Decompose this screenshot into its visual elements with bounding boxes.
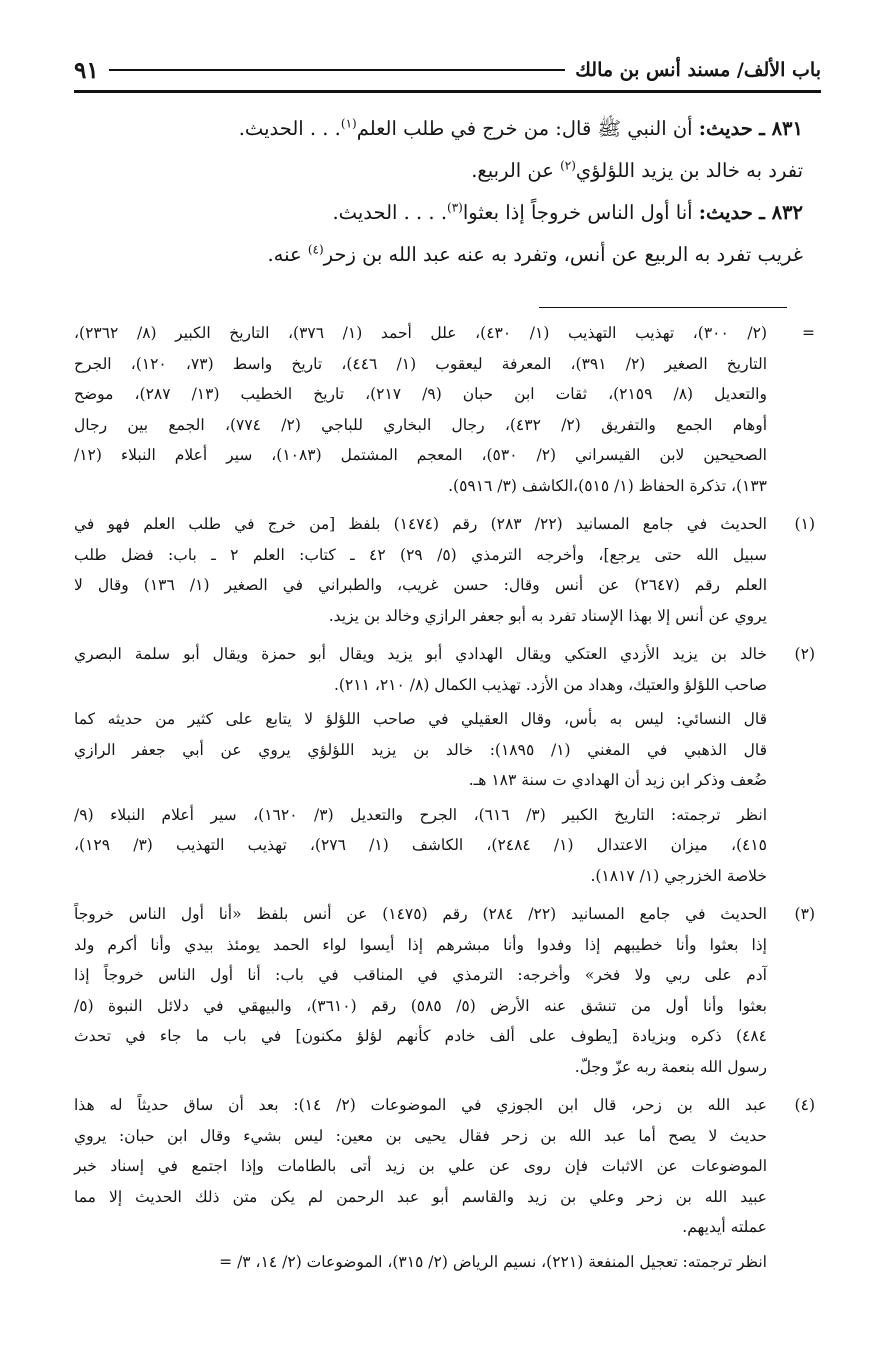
footnote-line: الحديث في جامع المسانيد (٢٢/ ٢٨٤) رقم (١٤٧٥) عن أنس بلفظ «أنا أول الناس خروجاً xyxy=(74,905,767,923)
footnote-line: عبد الله بن زحر، قال ابن الجوزي في الموضوعات (٢/ ١٤): بعد أن ساق حديثاً له هذا xyxy=(74,1096,768,1114)
main-text-segment: . . . . الحديث. xyxy=(332,201,448,224)
footnote-line: (٢/ ٣٠٠)، تهذيب التهذيب (١/ ٤٣٠)، علل أحمد (١/ ٣٧٦)، التاريخ الكبير (٨/ ٢٣٦٢)، xyxy=(74,324,768,342)
footnote-reference: (٢) xyxy=(560,158,576,173)
main-text-segment: أن النبي ﷺ قال: من خرج في طلب العلم xyxy=(356,117,699,140)
footnote-reference: (٤) xyxy=(307,242,324,257)
footnote-line: ١٣٣)، تذكرة الحفاظ (١/ ٥١٥)،الكاشف (٣/ ٥٩١٦). xyxy=(448,476,767,495)
page-number: ٩١ xyxy=(74,56,99,84)
footnote-line: صاحب اللؤلؤ والعتيك، وهداد من الأزد. تهذيب الكمال (٨/ ٢١٠، ٢١١). xyxy=(333,675,767,694)
footnote-line: أوهام الجمع والتفريق (٢/ ٤٣٢)، رجال البخاري للباجي (٢/ ٧٧٤)، الجمع بين رجال xyxy=(74,415,768,434)
footnote-line: قال الذهبي في المغني (١/ ١٨٩٥): خالد بن يزيد اللؤلؤي يروي عن أبي جعفر الرازي xyxy=(74,740,767,759)
footnote-paragraph xyxy=(74,509,767,631)
hadith-number: ٨٣١ ـ xyxy=(759,117,803,140)
footnote-paragraph xyxy=(74,704,767,796)
hadith-label: حديث: xyxy=(698,117,753,140)
running-title: باب الألف/ مسند أنس بن مالك xyxy=(575,59,821,81)
footnote-line: خلاصة الخزرجي (١/ ١٨١٧). xyxy=(590,866,767,885)
footnote-line: حديث لا يصح أما عبد الله بن زحر فقال يحيى بن معين: ليس بشيء وقال ابن حبان: يروي xyxy=(74,1126,767,1145)
footnote-paragraph xyxy=(74,899,767,1082)
footnote-line: خالد بن يزيد الأزدي العتكي ويقال الهدادي أبو يزيد ويقال أبو حمزة ويقال أبو سلمة البصري xyxy=(74,645,767,663)
footnote-paragraph xyxy=(74,639,767,700)
footnote-line: والتعديل (٨/ ٢١٥٩)، ثقات ابن حبان (٩/ ٢١٧)، تاريخ الخطيب (١٣/ ٢٨٧)، موضح xyxy=(74,385,767,403)
footnote-paragraph xyxy=(74,800,767,892)
footnote-marker: (٤) xyxy=(794,1096,815,1114)
footnote-divider xyxy=(539,307,787,308)
footnote-line: سبيل الله حتى يرجع]، وأخرجه الترمذي (٥/ ٢٩) ٤٢ ـ كتاب: العلم ٢ ـ باب: فضل طلب xyxy=(74,545,768,564)
running-header xyxy=(74,50,821,93)
footnote-line: آدم على ربي ولا فخر» وأخرجه: الترمذي في المناقب في باب: أنا أول الناس خروجاً إذا xyxy=(74,966,767,984)
footnote-paragraph xyxy=(74,318,767,501)
footnote-line: التاريخ الصغير (٢/ ٣٩١)، المعرفة ليعقوب (١/ ٤٤٦)، تاريخ واسط (٧٣، ١٢٠)، الجرح xyxy=(74,354,767,373)
main-text-segment: عن الربيع. xyxy=(471,159,561,182)
footnote-line: ٤٨٤) ذكره وبزيادة [يطوف على ألف خادم كأنهم لؤلؤ مكنون] في باب ما جاء في تحدث xyxy=(74,1027,767,1045)
footnote-paragraph xyxy=(74,1247,767,1278)
footnote-gap xyxy=(74,1082,815,1090)
footnotes xyxy=(74,318,815,1277)
footnote-marker: = xyxy=(802,324,815,342)
footnote-line: رسول الله بنعمة ربه عزّ وجلّ. xyxy=(574,1057,767,1076)
main-text-segment: . . . الحديث. xyxy=(238,117,341,140)
main-text-segment: عنه. xyxy=(267,243,308,266)
footnote-marker: (٣) xyxy=(794,905,815,923)
footnote xyxy=(74,639,815,891)
footnote-marker: (٢) xyxy=(794,645,815,663)
footnote-line: ٤١٥)، ميزان الاعتدال (١/ ٢٤٨٤)، الكاشف (١/ ٢٧٦)، تهذيب التهذيب (٣/ ١٢٩)، xyxy=(74,836,768,854)
footnote-line: إذا بعثوا وأنا خطيبهم إذا وفدوا وأنا مبشرهم إذا أيسوا لواء الحمد يومئذ بيدي وأنا أكرم ولد xyxy=(74,935,767,954)
hadith-number: ٨٣٢ ـ xyxy=(759,201,803,224)
footnote-paragraph xyxy=(74,1090,767,1243)
footnote xyxy=(74,318,815,501)
footnote-line: انظر ترجمته: التاريخ الكبير (٣/ ٦١٦)، الجرح والتعديل (٣/ ١٦٢٠)، سير أعلام النبلاء (٩/ xyxy=(74,805,768,824)
main-line xyxy=(86,192,803,234)
header-rule xyxy=(109,69,566,71)
footnote-gap xyxy=(74,891,815,899)
footnote-line: انظر ترجمته: تعجيل المنفعة (٢٢١)، نسيم الرياض (٢/ ٣١٥)، الموضوعات (٢/ ١٤، ٣/ = xyxy=(219,1252,767,1271)
footnote-gap xyxy=(74,501,815,509)
footnote-line: الحديث في جامع المسانيد (٢٢/ ٢٨٣) رقم (١٤٧٤) بلفظ [من خرج في طلب العلم فهو في xyxy=(74,515,767,533)
footnote-line: يروي عن أنس إلا بهذا الإسناد تفرد به أبو جعفر الرازي وخالد بن يزيد. xyxy=(328,606,767,625)
main-line xyxy=(86,234,803,276)
footnote-line: ضُعف وذكر ابن زيد أن الهدادي ت سنة ١٨٣ هـ. xyxy=(468,771,767,789)
footnote-gap xyxy=(74,631,815,639)
footnote-line: عبيد الله بن زحر وعلي بن زيد والقاسم أبو عبد الرحمن لم يكن متن ذلك الحديث إلا مما xyxy=(74,1187,767,1206)
footnote-reference: (٣) xyxy=(447,200,463,215)
main-line xyxy=(86,150,803,192)
hadith-label: حديث: xyxy=(698,201,753,224)
main-text-segment: غريب تفرد به الربيع عن أنس، وتفرد به عنه عبد الله بن زحر xyxy=(323,243,803,266)
footnote xyxy=(74,1090,815,1277)
main-text-segment: أنا أول الناس خروجاً إذا بعثوا xyxy=(462,201,699,224)
footnote xyxy=(74,509,815,631)
footnote-line: العلم رقم (٢٦٤٧) عن أنس وقال: حسن غريب، والطبراني في الصغير (١/ ١٣٦) وقال لا xyxy=(74,576,768,594)
main-text xyxy=(86,108,803,276)
footnote-line: عملته أيديهم. xyxy=(682,1218,767,1236)
footnote xyxy=(74,899,815,1082)
footnote-line: بعثوا وأنا أول من تنشق عنه الأرض (٥/ ٥٨٥) رقم (٣٦١٠)، والبيهقي في دلائل النبوة (٥/ xyxy=(74,996,767,1015)
footnote-reference: (١) xyxy=(340,116,357,131)
main-text-segment: تفرد به خالد بن يزيد اللؤلؤي xyxy=(575,159,803,182)
footnote-marker: (١) xyxy=(794,515,815,533)
footnote-line: الصحيحين لابن القيسراني (٢/ ٥٣٠)، المعجم المشتمل (١٠٨٣)، سير أعلام النبلاء (١٢/ xyxy=(74,446,767,464)
footnote-line: قال النسائي: ليس به بأس، وقال العقيلي في صاحب اللؤلؤ لا يتابع على كثير من حديثه كما xyxy=(74,710,767,728)
footnote-line: الموضوعات عن الاثبات فإن روى عن علي بن زيد أتى بالطامات وإذا اجتمع في إسناد خبر xyxy=(74,1157,767,1175)
main-line xyxy=(86,108,803,150)
